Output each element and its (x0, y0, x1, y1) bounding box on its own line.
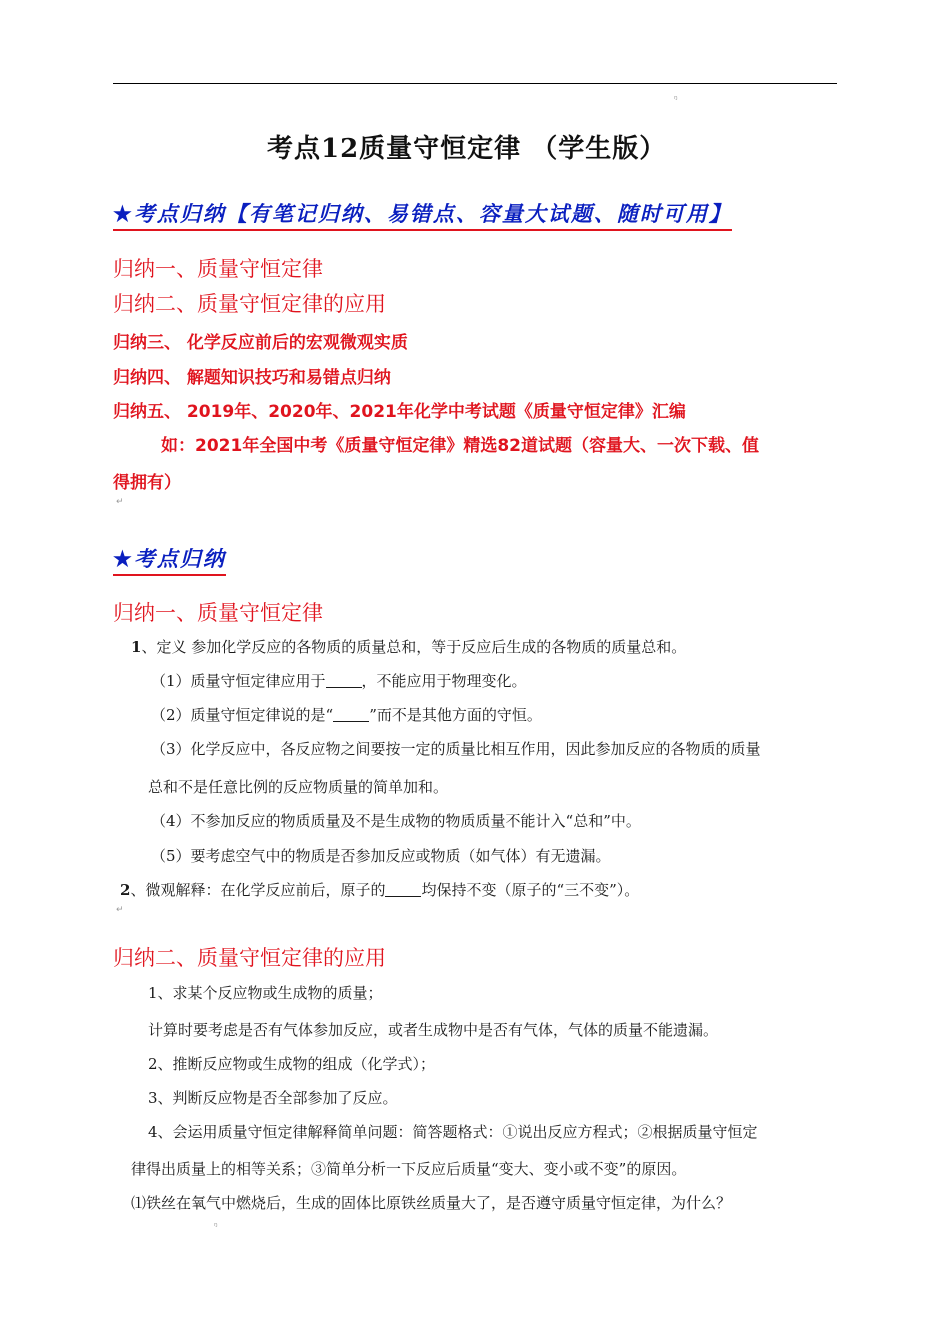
star-icon: ★ (113, 201, 134, 226)
sec1-micro (120, 879, 639, 900)
fill-blank[interactable] (385, 881, 421, 897)
paragraph-mark: ᵑ (214, 1222, 218, 1232)
toc-item-2: 归纳二、质量守恒定律的应用 (113, 292, 386, 316)
item2-suffix: ”而不是其他方面的守恒。 (369, 706, 542, 724)
micro-suffix: 均保持不变（原子的“三不变”）。 (421, 881, 640, 899)
star-icon: ★ (113, 546, 134, 571)
header-rule (113, 83, 837, 84)
sec2-point-4-line-2: 律得出质量上的相等关系；③简单分析一下反应后质量“变大、变小或不变”的原因。 (131, 1160, 687, 1178)
sec2-point-4-line-1: 4、会运用质量守恒定律解释简单问题：简答题格式：①说出反应方程式；②根据质量守恒定 (148, 1123, 758, 1141)
section-banner (113, 543, 226, 576)
definition-number: 1 (131, 638, 142, 656)
toc-item-5: 归纳五、 2019年、2020年、2021年化学中考试题《质量守恒定律》汇编 (113, 402, 686, 422)
toc-item-3: 归纳三、 化学反应前后的宏观微观实质 (113, 333, 408, 353)
sec2-point-2: 2、推断反应物或生成物的组成（化学式）； (148, 1055, 436, 1073)
section-banner-text: 考点归纳 (133, 546, 226, 571)
sec2-question-1: ⑴铁丝在氧气中燃烧后，生成的固体比原铁丝质量大了，是否遵守质量守恒定律，为什么？ (131, 1194, 732, 1212)
summary-banner (113, 198, 732, 231)
sec2-heading: 归纳二、质量守恒定律的应用 (113, 946, 386, 970)
sec1-heading: 归纳一、质量守恒定律 (113, 601, 323, 625)
example-line-2: 得拥有） (113, 473, 181, 493)
toc-item-4: 归纳四、 解题知识技巧和易错点归纳 (113, 368, 391, 388)
sec1-item-1 (151, 670, 527, 691)
sec2-point-1-note: 计算时要考虑是否有气体参加反应，或者生成物中是否有气体，气体的质量不能遗漏。 (148, 1021, 719, 1039)
summary-banner-text: 考点归纳【有笔记归纳、易错点、容量大试题、随时可用】 (133, 201, 732, 226)
header-mark: ᵑ (674, 95, 678, 105)
sec2-point-1: 1、求某个反应物或生成物的质量； (148, 984, 383, 1002)
item1-prefix: （1）质量守恒定律应用于 (151, 672, 326, 690)
sec1-item-4: （4）不参加反应的物质质量及不是生成物的物质质量不能计入“总和”中。 (151, 812, 641, 830)
fill-blank[interactable] (333, 706, 369, 722)
toc-item-1: 归纳一、质量守恒定律 (113, 257, 323, 281)
sec1-item-3-line-2: 总和不是任意比例的反应物质量的简单加和。 (148, 778, 449, 796)
definition-text: 、定义 参加化学反应的各物质的质量总和，等于反应后生成的各物质的质量总和。 (141, 638, 687, 656)
paragraph-mark: ↵ (116, 497, 124, 507)
example-line-1: 如：2021年全国中考《质量守恒定律》精选82道试题（容量大、一次下载、值 (161, 436, 759, 456)
micro-prefix: 、微观解释：在化学反应前后，原子的 (130, 881, 386, 899)
page-title: 考点12质量守恒定律 （学生版） (267, 134, 667, 164)
paragraph-mark: ↵ (116, 905, 124, 915)
fill-blank[interactable] (326, 672, 362, 688)
sec1-item-5: （5）要考虑空气中的物质是否参加反应或物质（如气体）有无遗漏。 (151, 847, 611, 865)
sec2-point-3: 3、判断反应物是否全部参加了反应。 (148, 1089, 398, 1107)
sec1-item-3-line-1: （3）化学反应中，各反应物之间要按一定的质量比相互作用，因此参加反应的各物质的质量 (151, 740, 761, 758)
item1-suffix: ，不能应用于物理变化。 (361, 672, 527, 690)
item2-prefix: （2）质量守恒定律说的是“ (151, 706, 334, 724)
sec1-definition (131, 636, 686, 657)
sec1-item-2 (151, 704, 542, 725)
micro-number: 2 (120, 881, 131, 899)
